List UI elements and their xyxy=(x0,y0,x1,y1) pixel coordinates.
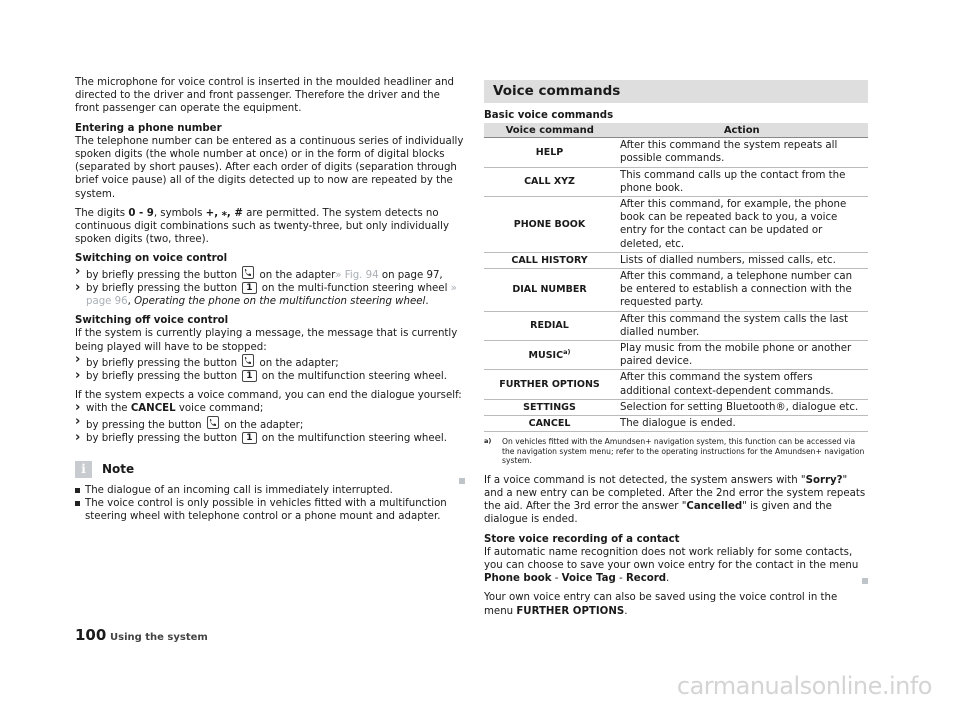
switch-off-b1-post: on the adapter; xyxy=(256,357,339,369)
end-b3-pre: by briefly pressing the button xyxy=(86,432,241,444)
own-post: . xyxy=(624,605,628,617)
action-cell: After this command the system repeats all possible commands. xyxy=(616,138,869,167)
footnote-text: On vehicles fitted with the Amundsen+ navigation system, this function can be accessed via the navigation system menu; refer to the operating instructions for the Amundsen+ navigation system. xyxy=(502,437,865,466)
switch-off-bullet-2 xyxy=(75,370,467,383)
watermark: carmanualsonline.info xyxy=(676,671,932,700)
menu-record: Record xyxy=(625,573,667,585)
footnote-mark: a) xyxy=(484,437,492,446)
entering-text: The telephone number can be entered as a continuous series of individually spoken digits (the whole number at once) or in the form of digital blocks (separated by short pauses). After each order of digits (separation through brief voice pause) all of the digits detected up to now are repeated by the system. xyxy=(75,135,464,200)
digits-mid: , symbols xyxy=(153,207,206,219)
switch-off-b1-pre: by briefly pressing the button xyxy=(86,357,241,369)
voice-commands-table xyxy=(484,123,868,432)
section-end-marker xyxy=(459,478,465,484)
note-item: The dialogue of an incoming call is immediately interrupted. xyxy=(75,484,467,497)
switch-on-b2-comma: , xyxy=(127,296,135,308)
voice-command-text: PHONE BOOK xyxy=(513,218,586,230)
action-cell: Lists of dialled numbers, missed calls, etc. xyxy=(616,252,869,268)
table-row xyxy=(484,341,868,370)
table-footnote xyxy=(484,437,868,466)
voice-command-cell xyxy=(484,269,616,312)
voice-command-cell xyxy=(484,416,616,432)
table-caption: Basic voice commands xyxy=(484,110,614,121)
switch-off-b2-pre: by briefly pressing the button xyxy=(86,371,241,383)
end-b2-pre: by pressing the button xyxy=(86,419,205,431)
page-section-name: Using the system xyxy=(110,632,208,643)
voice-command-cell xyxy=(484,311,616,340)
store-heading: Store voice recording of a contact xyxy=(484,533,680,545)
steering-wheel-reference: Operating the phone on the multifunction steering wheel xyxy=(134,296,426,308)
digits-paragraph xyxy=(75,207,467,247)
switch-on-b2-pre: by briefly pressing the button xyxy=(86,282,241,294)
entering-heading: Entering a phone number xyxy=(75,122,222,134)
action-cell: After this command, a telephone number can be entered to establish a connection with the requested party. xyxy=(616,269,869,312)
action-cell: This command calls up the contact from the phone book. xyxy=(616,167,869,196)
menu-voice-tag: Voice Tag xyxy=(561,573,616,585)
phone-button-icon xyxy=(207,416,219,429)
column-header-command: Voice command xyxy=(484,123,616,138)
switch-on-b2-post: on the multi-function steering wheel xyxy=(258,282,451,294)
right-column xyxy=(484,80,868,624)
switch-on-b1-pre: by briefly pressing the button xyxy=(86,269,241,281)
end-bullet-3 xyxy=(75,432,467,445)
action-cell: After this command the system offers additional context-dependent commands. xyxy=(616,370,869,399)
voice-command-cell xyxy=(484,167,616,196)
menu-phone-book: Phone book xyxy=(484,573,552,585)
left-column xyxy=(75,76,467,524)
table-row xyxy=(484,311,868,340)
end-b2-post: on the adapter; xyxy=(220,419,304,431)
sorry-mid: " and a new entry can be completed. After the 2nd error the system repeats the aid. After the 3rd error the answer " xyxy=(484,474,866,513)
page-96-link[interactable]: » page 96 xyxy=(86,282,457,308)
switch-on-heading: Switching on voice control xyxy=(75,253,228,265)
note-title: Note xyxy=(102,461,135,476)
voice-command-text: CALL HISTORY xyxy=(511,254,588,266)
fig-94-link[interactable]: » Fig. 94 xyxy=(335,269,379,281)
voice-command-cell xyxy=(484,252,616,268)
phone-button-icon xyxy=(242,354,254,367)
sorry-pre: If a voice command is not detected, the system answers with " xyxy=(484,474,806,486)
cancel-command: CANCEL xyxy=(130,403,176,415)
end-bullet-1 xyxy=(75,402,467,415)
key-1-button: 1 xyxy=(242,432,256,444)
switch-off-heading: Switching off voice control xyxy=(75,315,229,327)
digits-range: 0 - 9 xyxy=(128,207,154,219)
table-row xyxy=(484,252,868,268)
voice-command-text: CALL XYZ xyxy=(524,176,575,188)
switch-on-b2-end: . xyxy=(425,296,429,308)
end-b1-post: voice command; xyxy=(175,403,264,415)
phone-button-icon xyxy=(242,266,254,279)
action-cell: Play music from the mobile phone or another paired device. xyxy=(616,341,869,370)
menu-further-options: FURTHER OPTIONS xyxy=(516,605,625,617)
voice-command-text: FURTHER OPTIONS xyxy=(499,379,600,391)
page-number: 100 xyxy=(75,626,107,644)
key-1-button: 1 xyxy=(242,370,256,382)
digits-pre: The digits xyxy=(75,207,129,219)
sorry-word: Sorry? xyxy=(805,474,843,486)
sorry-paragraph xyxy=(484,474,868,527)
info-icon: i xyxy=(75,461,92,478)
action-cell: After this command the system calls the last dialled number. xyxy=(616,311,869,340)
switch-off-text: If the system is currently playing a message, the message that is currently being played will have to be stopped: xyxy=(75,328,458,353)
table-row xyxy=(484,416,868,432)
store-post: . xyxy=(666,573,670,585)
key-1-button: 1 xyxy=(242,282,256,294)
table-row xyxy=(484,370,868,399)
table-row xyxy=(484,167,868,196)
note-header xyxy=(75,461,467,478)
digits-symbols: +, ⁎, # xyxy=(205,207,243,219)
end-bullet-2 xyxy=(75,416,467,432)
end-dialogue-text: If the system expects a voice command, you can end the dialogue yourself: xyxy=(75,390,462,402)
voice-command-cell xyxy=(484,341,616,370)
action-cell: Selection for setting Bluetooth®, dialogue etc. xyxy=(616,399,869,415)
table-row xyxy=(484,399,868,415)
own-entry-paragraph xyxy=(484,591,868,617)
voice-command-text: CANCEL xyxy=(528,418,571,430)
digits-post: are permitted. The system detects no continuous digit combinations such as twenty-three, but only individually spoken digits (two, three). xyxy=(75,207,449,246)
store-paragraph xyxy=(484,546,868,586)
own-pre: Your own voice entry can also be saved using the voice control in the menu xyxy=(484,592,838,617)
end-b3-post: on the multifunction steering wheel. xyxy=(258,432,447,444)
voice-command-cell xyxy=(484,399,616,415)
voice-command-text: HELP xyxy=(535,146,564,158)
switch-off-bullet-1 xyxy=(75,354,467,370)
store-sep-1: - xyxy=(551,573,562,585)
table-row xyxy=(484,197,868,253)
switch-off-b2-post: on the multifunction steering wheel. xyxy=(258,371,447,383)
voice-command-cell xyxy=(484,370,616,399)
section-title: Voice commands xyxy=(484,80,868,103)
store-pre: If automatic name recognition does not work reliably for some contacts, you can choose to save your own voice entry for the contact in the menu xyxy=(484,546,859,571)
cancelled-word: Cancelled xyxy=(686,501,743,513)
end-b1-pre: with the xyxy=(86,403,131,415)
voice-command-text: MUSIC xyxy=(528,349,564,361)
table-row xyxy=(484,269,868,312)
table-row xyxy=(484,138,868,167)
switch-on-bullet-2 xyxy=(75,282,467,308)
voice-command-text: REDIAL xyxy=(530,320,569,332)
switch-on-b1-end: on page 97, xyxy=(378,269,443,281)
store-sep-2: - xyxy=(615,573,626,585)
voice-command-text: DIAL NUMBER xyxy=(512,284,587,296)
table-body xyxy=(484,138,868,432)
action-cell: After this command, for example, the phone book can be repeated back to you, a voice entry for the contact can be updated or deleted, etc. xyxy=(616,197,869,253)
section-end-marker xyxy=(862,578,868,584)
action-cell: The dialogue is ended. xyxy=(616,416,869,432)
switch-on-bullet-1 xyxy=(75,266,467,282)
voice-command-cell xyxy=(484,197,616,253)
footnote-ref: a) xyxy=(563,347,571,356)
voice-command-cell xyxy=(484,138,616,167)
intro-paragraph: The microphone for voice control is inserted in the moulded headliner and directed to the driver and front passenger. Therefore the driver and the front passenger can operate the equipment. xyxy=(75,77,455,115)
sorry-post: " is given and the dialogue is ended. xyxy=(484,501,832,526)
note-item: The voice control is only possible in vehicles fitted with a multifunction steering wheel with telephone control or a phone mount and adapter. xyxy=(75,497,467,523)
column-header-action: Action xyxy=(616,123,869,138)
voice-command-text: SETTINGS xyxy=(523,401,576,413)
switch-on-b1-post: on the adapter xyxy=(256,269,336,281)
